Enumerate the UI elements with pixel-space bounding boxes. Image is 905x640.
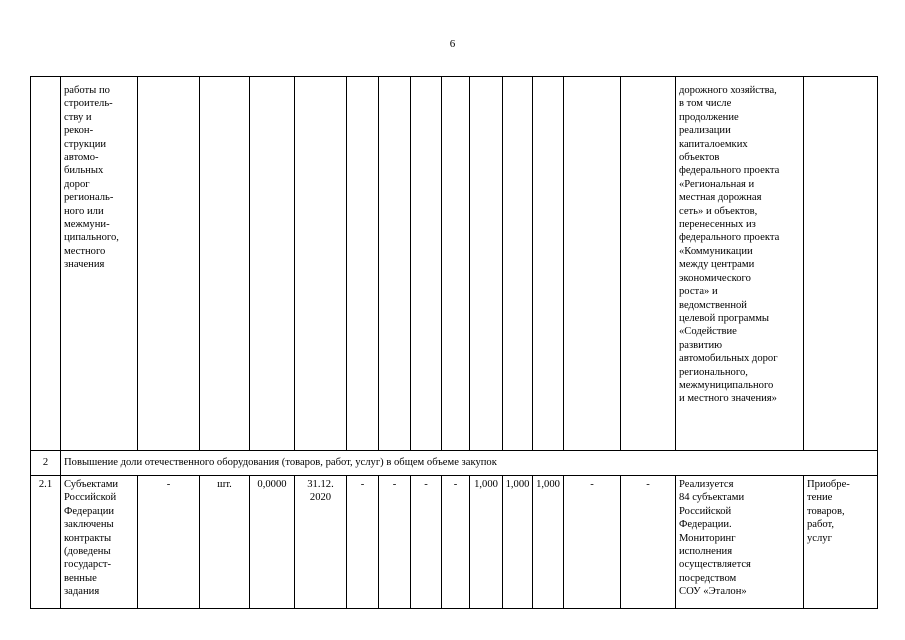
section-row (31, 451, 878, 476)
cell-number (31, 77, 61, 451)
cell-name: работы по строитель- ству и рекон- струкции автомо- бильных дорог региональ- ного или межмуни- ципального, местного значения (61, 77, 138, 451)
row-p1: - (347, 476, 379, 609)
indicator-table (30, 76, 878, 609)
table-row (31, 476, 878, 609)
row-v1: 1,000 (470, 476, 503, 609)
row-v3: 1,000 (533, 476, 564, 609)
row-extra: Приобре- тение товаров, работ, услуг (804, 476, 878, 609)
row-base: - (138, 476, 200, 609)
section-title: Повышение доли отечественного оборудования (товаров, работ, услуг) в общем объеме закупок (61, 451, 878, 476)
row-value: 0,0000 (250, 476, 295, 609)
row-number: 2.1 (31, 476, 61, 609)
row-name: Субъектами Российской Федерации заключены контракты (доведены государст- венные задания (61, 476, 138, 609)
row-date: 31.12. 2020 (295, 476, 347, 609)
row-v2: 1,000 (503, 476, 533, 609)
row-e2: - (621, 476, 676, 609)
row-p2: - (379, 476, 411, 609)
row-e1: - (564, 476, 621, 609)
row-p4: - (442, 476, 470, 609)
row-p3: - (411, 476, 442, 609)
row-unit: шт. (200, 476, 250, 609)
continuation-row (31, 77, 878, 451)
section-number: 2 (31, 451, 61, 476)
page-number: 6 (449, 38, 456, 50)
cell-note: дорожного хозяйства, в том числе продолжение реализации капиталоемких объектов федерального проекта «Региональная и местная дорожная сеть» и объектов, перенесенных из федерального проекта «Коммуникации между центрами экономического роста» и ведомственной целевой программы «Содействие развитию автомобильных дорог регионального, межмуниципального и местного значения» (676, 77, 804, 451)
row-note: Реализуется 84 субъектами Российской Федерации. Мониторинг исполнения осуществляется посредством СОУ «Эталон» (676, 476, 804, 609)
